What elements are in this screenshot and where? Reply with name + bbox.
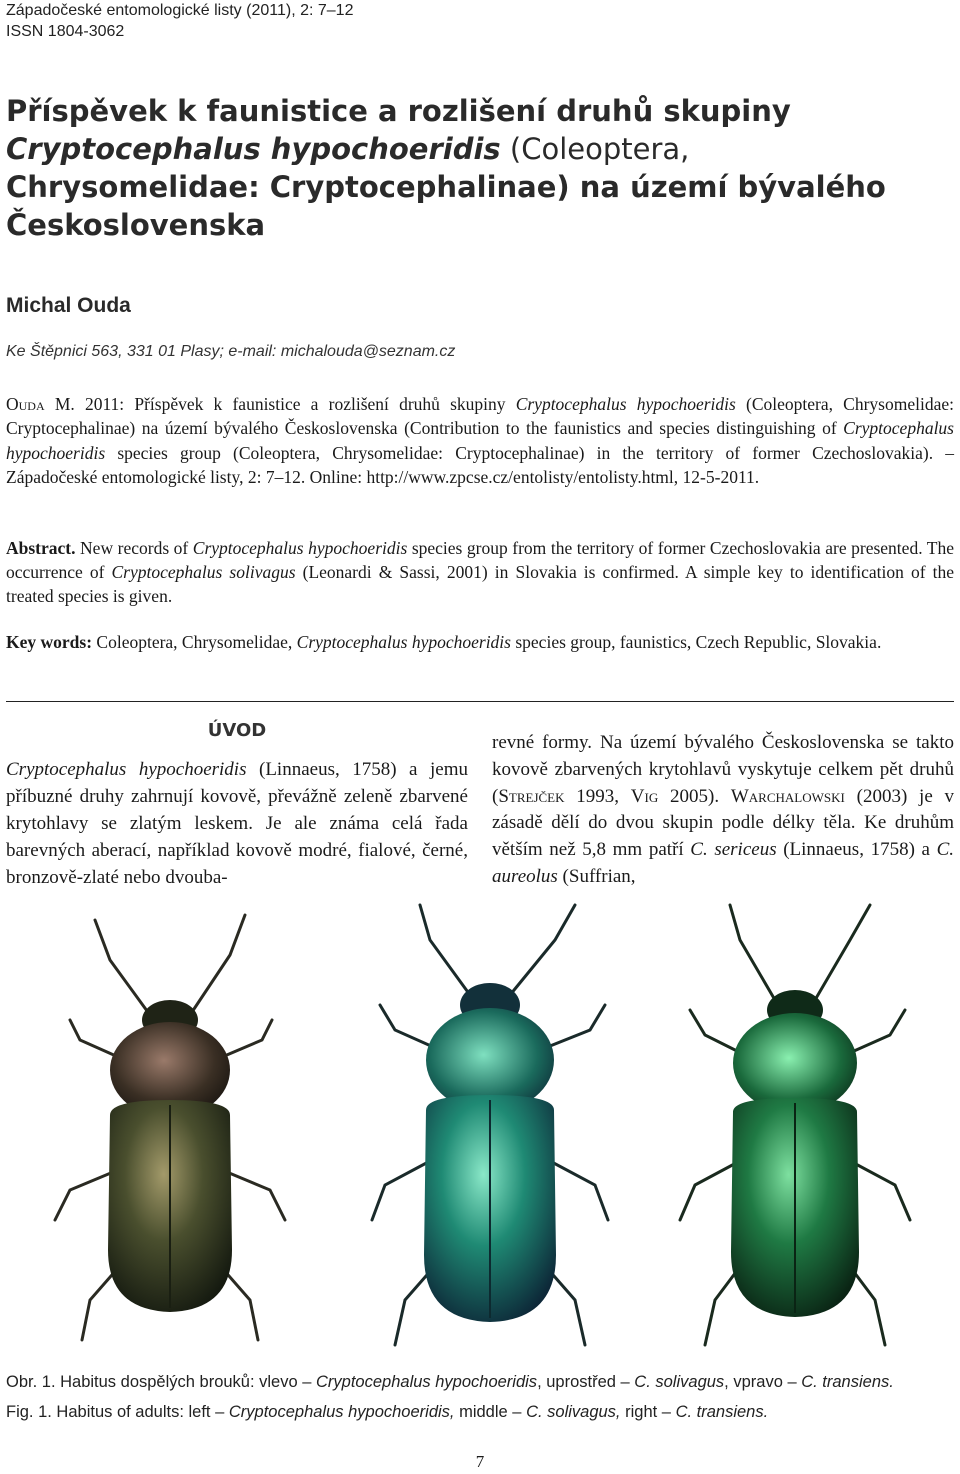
keywords-text: species group, faunistics, Czech Republic, Slovakia. (510, 632, 882, 652)
intro-text: (Suffrian, (557, 865, 636, 887)
intro-continuation: revné formy. (492, 732, 593, 753)
caption-species: Cryptocephalus hypochoeridis (316, 1373, 538, 1391)
intro-text: 1993, (564, 785, 631, 807)
author-address: Ke Štěpnici 563, 331 01 Plasy; e-mail: michalouda@seznam.cz (6, 343, 456, 360)
caption-species: C. transiens. (801, 1373, 894, 1391)
section-heading-uvod: ÚVOD (207, 720, 267, 741)
caption-text: middle – (454, 1403, 527, 1421)
caption-english (6, 1401, 954, 1423)
intro-column-right (492, 730, 954, 891)
caption-text: Fig. 1. Habitus of adults: left – (6, 1403, 229, 1421)
caption-species: Cryptocephalus hypochoeridis, (228, 1403, 455, 1421)
journal-citation-line: Západočeské entomologické listy (2011), 2: 7–12 (6, 2, 354, 19)
intro-text: (2003) je v zásadě dělí do dvou skupin podle délky těla. Ke druhům větším než 5,8 mm patří (492, 785, 955, 861)
intro-paragraph-right: revné formy. Na území bývalého Československa se takto kovově zbarvených krytohlavů vyskytuje celkem pět druhů (Strejček 1993, Vig 2005). Warchalowski (2003) je v zásadě dělí do dvou skupin podle délky těla. Ke druhům větším než 5,8 mm patří C. sericeus (Linnaeus, 1758) a C. aureolus (Suffrian, (492, 732, 955, 887)
intro-text: 2005). (658, 785, 731, 807)
caption-czech (6, 1371, 954, 1393)
citation-text: (Coleoptera, Chrysomelidae: Cryptocephalinae) na území bývalého Československa (Contribution to the faunistics and species distinguishing of (6, 394, 954, 439)
keywords-block (6, 630, 954, 654)
intro-text: (Linnaeus, 1758) a (776, 839, 937, 861)
abstract-block (6, 536, 954, 608)
citation-species: Cryptocephalus hypochoeridis (515, 394, 736, 414)
abstract-text: species group from the territory of former Czechoslovakia are presented. The occurrence of (6, 538, 954, 582)
title-part2: (Coleoptera, (500, 132, 690, 166)
figure-caption (6, 1371, 954, 1431)
citation-author: Ouda M. (6, 394, 75, 414)
intro-paragraph-left: Cryptocephalus hypochoeridis (Linnaeus, 1758) a jemu příbuzné druhy zahrnují kovově, převážně zeleně zbarvené krytohlavy se zlatým leskem. Je ale známa celá řada barevných aberací, například kovově modré, fialové, černé, bronzově-zlaté nebo dvouba- (6, 759, 468, 888)
citation-block (6, 392, 954, 490)
caption-text: , vpravo – (724, 1373, 802, 1391)
intro-species: C. aureolus (492, 839, 955, 887)
citation-text: species group (Coleoptera, Chrysomelidae: Cryptocephalinae) in the territory of former Czechoslovakia). – Západočeské entomologické listy, 2: 7–12. Online: http://www.zpcse.cz/entolisty/entolisty.html, 12-5-2011. (6, 442, 954, 488)
beetle-left-image (55, 915, 285, 1340)
citation-text: 2011: Příspěvek k faunistice a rozlišení druhů skupiny (74, 394, 516, 414)
keywords-label: Key words: (6, 632, 93, 652)
keywords-text: Coleoptera, Chrysomelidae, (92, 632, 297, 652)
ref-author: Vig (630, 785, 659, 807)
journal-issn: ISSN 1804-3062 (6, 23, 125, 40)
intro-species: Cryptocephalus hypochoeridis (6, 759, 247, 780)
page-number: 7 (475, 1452, 485, 1471)
citation-species: Cryptocephalus hypochoeridis (6, 418, 954, 463)
caption-species: C. solivagus, (526, 1403, 621, 1421)
ref-author: Strejček (498, 785, 565, 807)
intro-column-left (6, 716, 468, 891)
title-part4: Československa (6, 208, 266, 242)
intro-hyphen-end: dvouba- (165, 867, 228, 888)
caption-text: Obr. 1. Habitus dospělých brouků: vlevo – (6, 1373, 317, 1391)
title-part3: Chrysomelidae: Cryptocephalinae) na území bývalého (6, 170, 886, 204)
abstract-text: (Leonardi & Sassi, 2001) in Slovakia is confirmed. A simple key to identification of the treated species is given. (6, 562, 954, 606)
keywords-species: Cryptocephalus hypochoeridis (296, 632, 511, 652)
journal-header (6, 0, 353, 42)
abstract-species: Cryptocephalus solivagus (111, 562, 296, 582)
beetle-habitus-figure (0, 900, 960, 1360)
article-title (6, 92, 946, 244)
title-part1: Příspěvek k faunistice a rozlišení druhů skupiny (6, 94, 791, 128)
caption-text: right – (620, 1403, 676, 1421)
caption-text: , uprostřed – (537, 1373, 635, 1391)
abstract-label: Abstract. (6, 538, 76, 558)
section-divider (6, 701, 954, 702)
author-name: Michal Ouda (6, 294, 131, 317)
abstract-text: New records of (75, 538, 193, 558)
beetle-middle-image (372, 905, 608, 1345)
ref-author: Warchalowski (730, 785, 845, 807)
caption-species: C. solivagus (634, 1373, 725, 1391)
title-species: Cryptocephalus hypochoeridis (6, 132, 501, 166)
beetle-right-image (680, 905, 910, 1345)
intro-species: C. sericeus (690, 839, 777, 861)
caption-species: C. transiens. (675, 1403, 769, 1421)
abstract-species: Cryptocephalus hypochoeridis (192, 538, 408, 558)
